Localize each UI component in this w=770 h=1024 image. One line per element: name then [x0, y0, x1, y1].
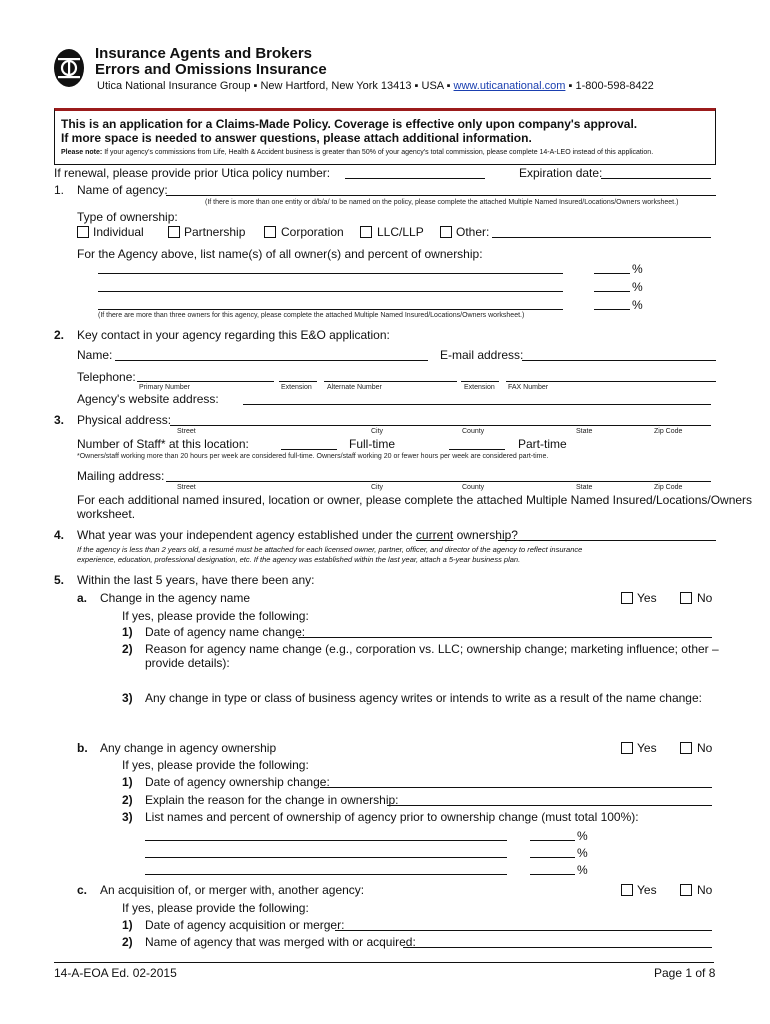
q2-number: 2. [54, 328, 65, 342]
state-caption: State [576, 428, 593, 435]
prior-percent-sign-2: % [577, 846, 588, 860]
q3-number: 3. [54, 413, 65, 427]
q5a-no-label: No [697, 591, 713, 605]
established-label-pre: What year was your independent agency established under the [77, 528, 413, 542]
parttime-label: Part-time [518, 437, 567, 451]
corporation-checkbox[interactable] [264, 226, 276, 238]
alternate-number-field[interactable] [324, 381, 457, 382]
q5a2-line2: provide details): [145, 656, 230, 670]
established-label-current: current [415, 528, 454, 542]
prior-owner-name-field-1[interactable] [145, 840, 507, 841]
parttime-field[interactable] [449, 449, 505, 450]
title-line2: Errors and Omissions Insurance [95, 61, 327, 78]
q5b-letter: b. [77, 741, 88, 755]
email-field[interactable] [522, 360, 716, 361]
owner-percent-field-2[interactable] [594, 291, 630, 292]
q5b-label: Any change in agency ownership [100, 741, 277, 755]
extension-field-2[interactable] [461, 381, 499, 382]
ownership-change-date-field[interactable] [320, 787, 712, 788]
other-label: Other: [456, 225, 490, 239]
q5c-letter: c. [77, 883, 88, 897]
q5b-no-checkbox[interactable] [680, 742, 692, 754]
fulltime-field[interactable] [281, 449, 337, 450]
company-line [97, 80, 654, 93]
form-number: 14-A-EOA Ed. 02-2015 [54, 966, 177, 980]
telephone-label: Telephone: [77, 370, 136, 384]
prior-owner-name-field-3[interactable] [145, 874, 507, 875]
q5c2-label: Name of agency that was merged with or acquired: [145, 935, 416, 949]
key-contact-label: Key contact in your agency regarding this E&O application: [77, 328, 390, 342]
street-caption-2: Street [177, 484, 196, 491]
q5c-no-label: No [697, 883, 713, 897]
policy-number-field[interactable] [345, 178, 485, 179]
partnership-checkbox[interactable] [168, 226, 180, 238]
other-field[interactable] [492, 237, 711, 238]
q5b3-label: List names and percent of ownership of agency prior to ownership change (must total 100%): [145, 810, 639, 824]
additional-text-line1: For each additional named insured, location or owner, please complete the attached Multiple Named Insured/Locations/Owners [77, 493, 753, 507]
ownership-change-reason-field[interactable] [387, 805, 712, 806]
expiration-field[interactable] [601, 178, 711, 179]
notice-line2: If more space is needed to answer questions, please attach additional information. [61, 131, 532, 145]
llc-checkbox[interactable] [360, 226, 372, 238]
q5a3-num: 3) [122, 691, 133, 705]
title-line1: Insurance Agents and Brokers [95, 45, 313, 62]
prior-percent-sign-1: % [577, 829, 588, 843]
q5c-yes-checkbox[interactable] [621, 884, 633, 896]
renewal-label: If renewal, please provide prior Utica policy number: [54, 166, 331, 180]
owner-percent-field-1[interactable] [594, 273, 630, 274]
owners-label: For the Agency above, list name(s) of all owner(s) and percent of ownership: [77, 247, 483, 261]
staff-label: Number of Staff* at this location: [77, 437, 249, 451]
established-year-field[interactable] [498, 540, 716, 541]
physical-address-field[interactable] [170, 425, 711, 426]
percent-sign-3: % [632, 298, 643, 312]
prior-owner-percent-field-3[interactable] [530, 874, 575, 875]
q5a2-line1: Reason for agency name change (e.g., corporation vs. LLC; ownership change; marketing influence; other – [145, 642, 719, 656]
q5a2-num: 2) [122, 642, 133, 656]
owner-name-field-1[interactable] [98, 273, 563, 274]
percent-sign-2: % [632, 280, 643, 294]
q5a1-num: 1) [122, 625, 133, 639]
contact-name-field[interactable] [115, 360, 428, 361]
q5b1-label: Date of agency ownership change: [145, 775, 330, 789]
fax-number-field[interactable] [506, 381, 716, 382]
state-caption-2: State [576, 484, 593, 491]
q5c1-num: 1) [122, 918, 133, 932]
q5-label: Within the last 5 years, have there been any: [77, 573, 315, 587]
company-address: Utica National Insurance Group ▪ New Hartford, New York 13413 ▪ USA ▪ [97, 80, 451, 92]
q5a-if-yes: If yes, please provide the following: [122, 609, 309, 623]
q5a1-label: Date of agency name change: [145, 625, 306, 639]
city-caption-2: City [371, 484, 384, 491]
established-label-post: ownership? [456, 528, 518, 542]
q5b2-label: Explain the reason for the change in ownership: [145, 793, 399, 807]
fulltime-label: Full-time [349, 437, 396, 451]
extension-caption-2: Extension [464, 384, 495, 391]
additional-text-line2: worksheet. [77, 507, 136, 521]
physical-address-label: Physical address: [77, 413, 172, 427]
agency-name-field[interactable] [166, 195, 716, 196]
q5a-no-checkbox[interactable] [680, 592, 692, 604]
footer-rule [54, 962, 714, 963]
street-caption: Street [177, 428, 196, 435]
note-label: Please note: [61, 149, 103, 156]
q5c2-num: 2) [122, 935, 133, 949]
agency-name-hint: (If there is more than one entity or d/b/a/ to be named on the policy, please complete the attached Multiple Named Insured/Locations/Owners worksheet.) [205, 199, 679, 206]
partnership-label: Partnership [184, 225, 246, 239]
q5b-yes-checkbox[interactable] [621, 742, 633, 754]
corporation-label: Corporation [281, 225, 344, 239]
q5a-letter: a. [77, 591, 88, 605]
staff-note: *Owners/staff working more than 20 hours per week are considered full-time. Owners/staff working 20 or fewer hours per week are considered part-time. [77, 453, 549, 460]
extension-caption: Extension [281, 384, 312, 391]
ownership-type-label: Type of ownership: [77, 210, 178, 224]
website-field[interactable] [243, 404, 711, 405]
page-number: Page 1 of 8 [654, 966, 716, 980]
website-label: Agency's website address: [77, 392, 219, 406]
q4-number: 4. [54, 528, 65, 542]
extension-field[interactable] [279, 381, 317, 382]
expiration-label: Expiration date: [519, 166, 603, 180]
q5c-if-yes: If yes, please provide the following: [122, 901, 309, 915]
website-link[interactable]: www.uticanational.com [453, 80, 566, 92]
q5b-no-label: No [697, 741, 713, 755]
county-caption: County [462, 428, 485, 435]
q5b3-num: 3) [122, 810, 133, 824]
fax-number-caption: FAX Number [508, 384, 549, 391]
utica-logo [53, 48, 85, 88]
note-text: If your agency's commissions from Life, Health & Accident business is greater than 50% of your agency's total commission, please complete 14-A-LEO instead of this application. [104, 149, 654, 156]
primary-number-field[interactable] [137, 381, 274, 382]
zip-caption-2: Zip Code [654, 484, 683, 491]
q5c-no-checkbox[interactable] [680, 884, 692, 896]
established-label [77, 528, 518, 542]
agency-name-label: Name of agency: [77, 183, 168, 197]
q5a-yes-label: Yes [637, 591, 657, 605]
prior-owner-name-field-2[interactable] [145, 857, 507, 858]
q1-number: 1. [54, 183, 65, 197]
merged-agency-name-field[interactable] [403, 947, 712, 948]
owner-percent-field-3[interactable] [594, 309, 630, 310]
prior-owner-percent-field-1[interactable] [530, 840, 575, 841]
other-checkbox[interactable] [440, 226, 452, 238]
prior-owner-percent-field-2[interactable] [530, 857, 575, 858]
q5-number: 5. [54, 573, 65, 587]
prior-percent-sign-3: % [577, 863, 588, 877]
q5c-yes-label: Yes [637, 883, 657, 897]
alternate-number-caption: Alternate Number [327, 384, 382, 391]
notice-line1: This is an application for a Claims-Made Policy. Coverage is effective only upon company's approval. [61, 117, 638, 131]
mailing-address-label: Mailing address: [77, 469, 165, 483]
mailing-address-field[interactable] [166, 481, 711, 482]
name-change-date-field[interactable] [298, 637, 712, 638]
percent-sign-1: % [632, 262, 643, 276]
q4-note-line1: If the agency is less than 2 years old, a resumé must be attached for each licensed owner, partner, officer, and director of the agency to reflect insurance [77, 545, 583, 554]
q5a-label: Change in the agency name [100, 591, 251, 605]
q5b-if-yes: If yes, please provide the following: [122, 758, 309, 772]
q5a3-label: Any change in type or class of business agency writes or intends to write as a result of the name change: [145, 691, 702, 705]
q5b2-num: 2) [122, 793, 133, 807]
owners-hint: (If there are more than three owners for this agency, please complete the attached Multiple Named Insured/Locations/Owners worksheet.) [98, 312, 525, 319]
acquisition-date-field[interactable] [335, 930, 712, 931]
county-caption-2: County [462, 484, 485, 491]
q5a-yes-checkbox[interactable] [621, 592, 633, 604]
individual-label: Individual [93, 225, 144, 239]
q5c-label: An acquisition of, or merger with, another agency: [100, 883, 365, 897]
individual-checkbox[interactable] [77, 226, 89, 238]
llc-label: LLC/LLP [377, 225, 424, 239]
contact-name-label: Name: [77, 348, 113, 362]
email-label: E-mail address: [440, 348, 524, 362]
notice-note [61, 148, 653, 157]
company-phone: ▪ 1-800-598-8422 [568, 80, 654, 92]
owner-name-field-2[interactable] [98, 291, 563, 292]
q5b-yes-label: Yes [637, 741, 657, 755]
primary-number-caption: Primary Number [139, 384, 190, 391]
zip-caption: Zip Code [654, 428, 683, 435]
q5c1-label: Date of agency acquisition or merger: [145, 918, 345, 932]
city-caption: City [371, 428, 384, 435]
q4-note-line2: experience, education, professional designation, etc. If the agency was established within the last year, attach a 5-year business plan. [77, 555, 521, 564]
owner-name-field-3[interactable] [98, 309, 563, 310]
q5b1-num: 1) [122, 775, 133, 789]
